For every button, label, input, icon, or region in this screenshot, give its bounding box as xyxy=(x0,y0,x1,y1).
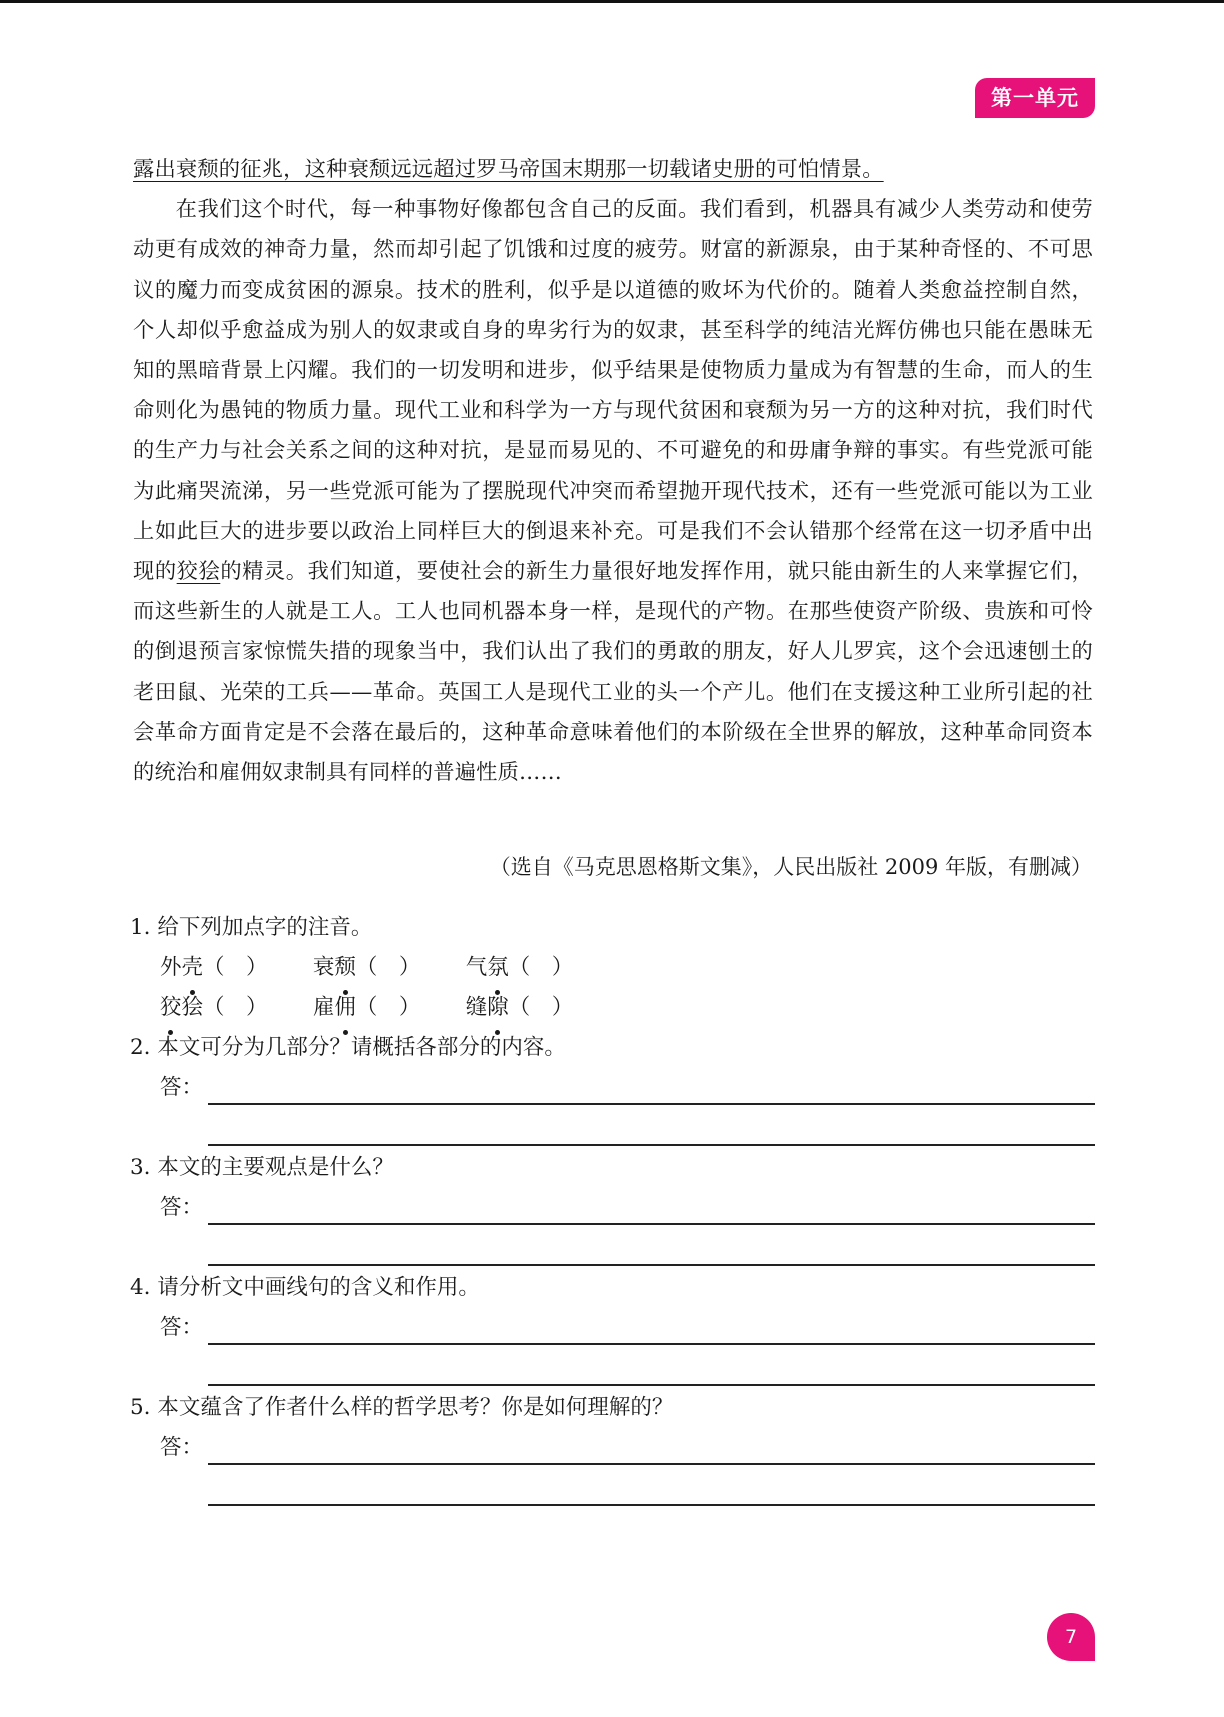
dotted-char: 狡 xyxy=(160,988,182,1028)
paragraph-text: 在我们这个时代，每一种事物好像都包含自己的反面。我们看到，机器具有减少人类劳动和使劳动更有成效的神奇力量，然而却引起了饥饿和过度的疲劳。财富的新源泉，由于某种奇怪的、不可思议的魔力而变成贫困的源泉。技术的胜利，似乎是以道德的败坏为代价的。随着人类愈益控制自然，个人却似乎愈益成为别人的奴隶或自身的卑劣行为的奴隶，甚至科学的纯洁光辉仿佛也只能在愚昧无知的黑暗背景上闪耀。我们的一切发明和进步，似乎结果是使物质力量成为有智慧的生命，而人的生命则化为愚钝的物质力量。现代工业和科学为一方与现代贫困和衰颓为另一方的这种对抗，我们时代的生产力与社会关系之间的这种对抗，是显而易见的、不可避免的和毋庸争辩的事实。有些党派可能为此痛哭流涕，另一些党派可能为了摆脱现代冲突而希望抛开现代技术，还有一些党派可能以为工业上如此巨大的进步要以政治上同样巨大的倒退来补充。可是我们不会认错那个经常在这一切矛盾中出现的 xyxy=(133,197,1093,585)
underlined-word: 狡狯 xyxy=(176,559,221,585)
paragraph-text-end: 的精灵。我们知道，要使社会的新生力量很好地发挥作用，就只能由新生的人来掌握它们，而这些新生的人就是工人。工人也同机器本身一样，是现代的产物。在那些使资产阶级、贵族和可怜的倒退预言家惊慌失措的现象当中，我们认出了我们的勇敢的朋友，好人儿罗宾，这个会迅速刨土的老田鼠、光荣的工兵——革命。英国工人是现代工业的头一个产儿。他们在支援这种工业所引起的社会革命方面肯定是不会落在最后的，这种革命意味着他们的本阶级在全世界的解放，这种革命同资本的统治和雇佣奴隶制具有同样的普遍性质…… xyxy=(133,559,1093,786)
answer-label: 答： xyxy=(160,1435,204,1460)
answer-label: 答： xyxy=(160,1075,204,1100)
questions-section xyxy=(130,908,1095,1508)
answer-line[interactable] xyxy=(208,1223,1095,1225)
pinyin-item xyxy=(466,988,612,1028)
pinyin-row-1 xyxy=(130,948,1095,988)
char: 气 xyxy=(465,955,488,980)
char: 衰 xyxy=(312,955,335,980)
question-3-title: 3. 本文的主要观点是什么？ xyxy=(130,1155,394,1180)
underlined-sentence xyxy=(133,150,1093,190)
pinyin-item xyxy=(160,948,306,988)
char: 雇 xyxy=(312,995,335,1020)
pinyin-item xyxy=(160,988,306,1028)
question-5-title: 5. 本文蕴含了作者什么样的哲学思考？你是如何理解的？ xyxy=(130,1395,674,1420)
unit-badge: 第一单元 xyxy=(975,78,1095,118)
char: 缝 xyxy=(465,995,488,1020)
dotted-char: 隙 xyxy=(487,988,509,1028)
question-2-title: 2. 本文可分为几部分？请概括各部分的内容。 xyxy=(130,1035,566,1060)
source-citation: （选自《马克思恩格斯文集》，人民出版社 2009 年版，有删减） xyxy=(489,855,1092,879)
pinyin-row-2 xyxy=(130,988,1095,1028)
answer-line[interactable] xyxy=(208,1103,1095,1105)
answer-line[interactable] xyxy=(208,1384,1095,1386)
blank[interactable]: （ ） xyxy=(508,995,574,1020)
blank[interactable]: （ ） xyxy=(508,955,574,980)
dotted-char: 颓 xyxy=(334,948,356,988)
answer-area-4[interactable] xyxy=(130,1308,1095,1388)
answer-area-3[interactable] xyxy=(130,1188,1095,1268)
blank[interactable]: 狯（ ） xyxy=(181,995,268,1020)
answer-label: 答： xyxy=(160,1195,204,1220)
paragraph xyxy=(133,190,1093,793)
page-number: 7 xyxy=(1047,1613,1095,1661)
answer-line[interactable] xyxy=(208,1463,1095,1465)
answer-line[interactable] xyxy=(208,1343,1095,1345)
answer-line[interactable] xyxy=(208,1264,1095,1266)
answer-area-5[interactable] xyxy=(130,1428,1095,1508)
blank[interactable]: （ ） xyxy=(203,955,268,980)
dotted-char: 氛 xyxy=(487,948,509,988)
question-4-title: 4. 请分析文中画线句的含义和作用。 xyxy=(130,1275,480,1300)
top-rule xyxy=(0,0,1224,3)
underlined-text: 露出衰颓的征兆，这种衰颓远远超过罗马帝国末期那一切载诸史册的可怕情景。 xyxy=(133,157,884,182)
blank[interactable]: （ ） xyxy=(355,955,421,980)
pinyin-item xyxy=(313,988,459,1028)
pinyin-item xyxy=(466,948,612,988)
pinyin-item xyxy=(313,948,459,988)
question-1-title: 1. 给下列加点字的注音。 xyxy=(130,915,373,940)
answer-line[interactable] xyxy=(208,1144,1095,1146)
answer-label: 答： xyxy=(160,1315,204,1340)
dotted-char: 佣 xyxy=(334,988,356,1028)
article-body xyxy=(133,150,1093,793)
dotted-char: 壳 xyxy=(182,948,204,988)
char: 外 xyxy=(160,955,182,980)
blank[interactable]: （ ） xyxy=(355,995,421,1020)
answer-line[interactable] xyxy=(208,1504,1095,1506)
answer-area-2[interactable] xyxy=(130,1068,1095,1148)
